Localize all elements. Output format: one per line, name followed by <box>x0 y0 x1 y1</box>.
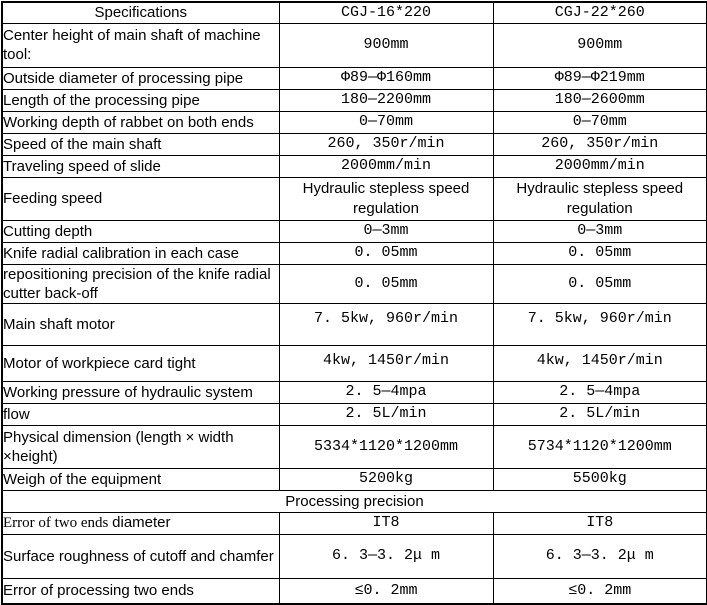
spec-label: Length of the processing pipe <box>2 89 279 111</box>
table-row <box>2 345 707 381</box>
spec-label: Error of processing two ends <box>2 578 279 604</box>
spec-label: Knife radial calibration in each case <box>2 242 279 264</box>
spec-value: 0. 05mm <box>493 242 707 264</box>
spec-value: 5734*1120*1200mm <box>493 425 707 468</box>
section-header: Processing precision <box>2 490 707 512</box>
spec-label-sans-part: diameter <box>112 514 171 531</box>
table-row <box>2 111 707 133</box>
spec-label: Surface roughness of cutoff and chamfer <box>2 534 279 578</box>
table-row <box>2 468 707 490</box>
specifications-table <box>1 1 707 605</box>
spec-label <box>2 512 279 534</box>
spec-value: 900mm <box>493 23 707 67</box>
spec-value: 0. 05mm <box>279 242 493 264</box>
spec-value: 2000mm/min <box>279 155 493 177</box>
spec-label: Outside diameter of processing pipe <box>2 67 279 89</box>
spec-value: 7. 5kw, 960r/min <box>279 303 493 345</box>
spec-value: 5200kg <box>279 468 493 490</box>
table-row <box>2 303 707 345</box>
spec-value: 0—70mm <box>279 111 493 133</box>
spec-label: Physical dimension (length × width ×height) <box>2 425 279 468</box>
table-row <box>2 133 707 155</box>
spec-value: 0. 05mm <box>279 264 493 303</box>
spec-value: 2. 5—4mpa <box>279 381 493 403</box>
spec-value: ≤0. 2mm <box>279 578 493 604</box>
spec-label: flow <box>2 403 279 425</box>
table-row <box>2 242 707 264</box>
spec-value: 260, 350r/min <box>279 133 493 155</box>
spec-value: 0—3mm <box>493 220 707 242</box>
column-header-specifications: Specifications <box>2 2 279 23</box>
spec-value: 5334*1120*1200mm <box>279 425 493 468</box>
spec-value: Hydraulic stepless speed regulation <box>493 177 707 220</box>
spec-label: Speed of the main shaft <box>2 133 279 155</box>
spec-value: ≤0. 2mm <box>493 578 707 604</box>
spec-value: 900mm <box>279 23 493 67</box>
spec-label: Cutting depth <box>2 220 279 242</box>
spec-value: Φ89—Φ219mm <box>493 67 707 89</box>
spec-value: 2. 5L/min <box>493 403 707 425</box>
spec-value: 7. 5kw, 960r/min <box>493 303 707 345</box>
table-row <box>2 425 707 468</box>
spec-value: 5500kg <box>493 468 707 490</box>
spec-value: 6. 3—3. 2μ m <box>493 534 707 578</box>
spec-label: Weigh of the equipment <box>2 468 279 490</box>
table-row <box>2 155 707 177</box>
spec-value: 0. 05mm <box>493 264 707 303</box>
table-row <box>2 403 707 425</box>
table-row <box>2 534 707 578</box>
spec-label: Working depth of rabbet on both ends <box>2 111 279 133</box>
spec-value: IT8 <box>279 512 493 534</box>
spec-value: Φ89—Φ160mm <box>279 67 493 89</box>
table-row <box>2 89 707 111</box>
spec-label: Working pressure of hydraulic system <box>2 381 279 403</box>
spec-label: repositioning precision of the knife radial cutter back-off <box>2 264 279 303</box>
spec-value: 6. 3—3. 2μ m <box>279 534 493 578</box>
spec-value: 0—3mm <box>279 220 493 242</box>
spec-label: Feeding speed <box>2 177 279 220</box>
spec-value: Hydraulic stepless speed regulation <box>279 177 493 220</box>
table-row <box>2 177 707 220</box>
section-header-row <box>2 490 707 512</box>
spec-value: 2. 5L/min <box>279 403 493 425</box>
spec-value: 260, 350r/min <box>493 133 707 155</box>
spec-value: 2. 5—4mpa <box>493 381 707 403</box>
table-row <box>2 578 707 604</box>
spec-label: Traveling speed of slide <box>2 155 279 177</box>
spec-value: 2000mm/min <box>493 155 707 177</box>
spec-label: Center height of main shaft of machine tool: <box>2 23 279 67</box>
column-header-model-1: CGJ-16*220 <box>279 2 493 23</box>
table-row <box>2 381 707 403</box>
table-row <box>2 23 707 67</box>
column-header-model-2: CGJ-22*260 <box>493 2 707 23</box>
spec-label-serif-part: Error of two ends <box>3 515 113 531</box>
spec-value: 180—2600mm <box>493 89 707 111</box>
table-header-row <box>2 2 707 23</box>
spec-value: 180—2200mm <box>279 89 493 111</box>
spec-value: IT8 <box>493 512 707 534</box>
spec-label: Main shaft motor <box>2 303 279 345</box>
table-row <box>2 512 707 534</box>
spec-value: 4kw, 1450r/min <box>279 345 493 381</box>
table-row <box>2 264 707 303</box>
table-row <box>2 67 707 89</box>
spec-value: 4kw, 1450r/min <box>493 345 707 381</box>
spec-value: 0—70mm <box>493 111 707 133</box>
table-row <box>2 220 707 242</box>
spec-label: Motor of workpiece card tight <box>2 345 279 381</box>
